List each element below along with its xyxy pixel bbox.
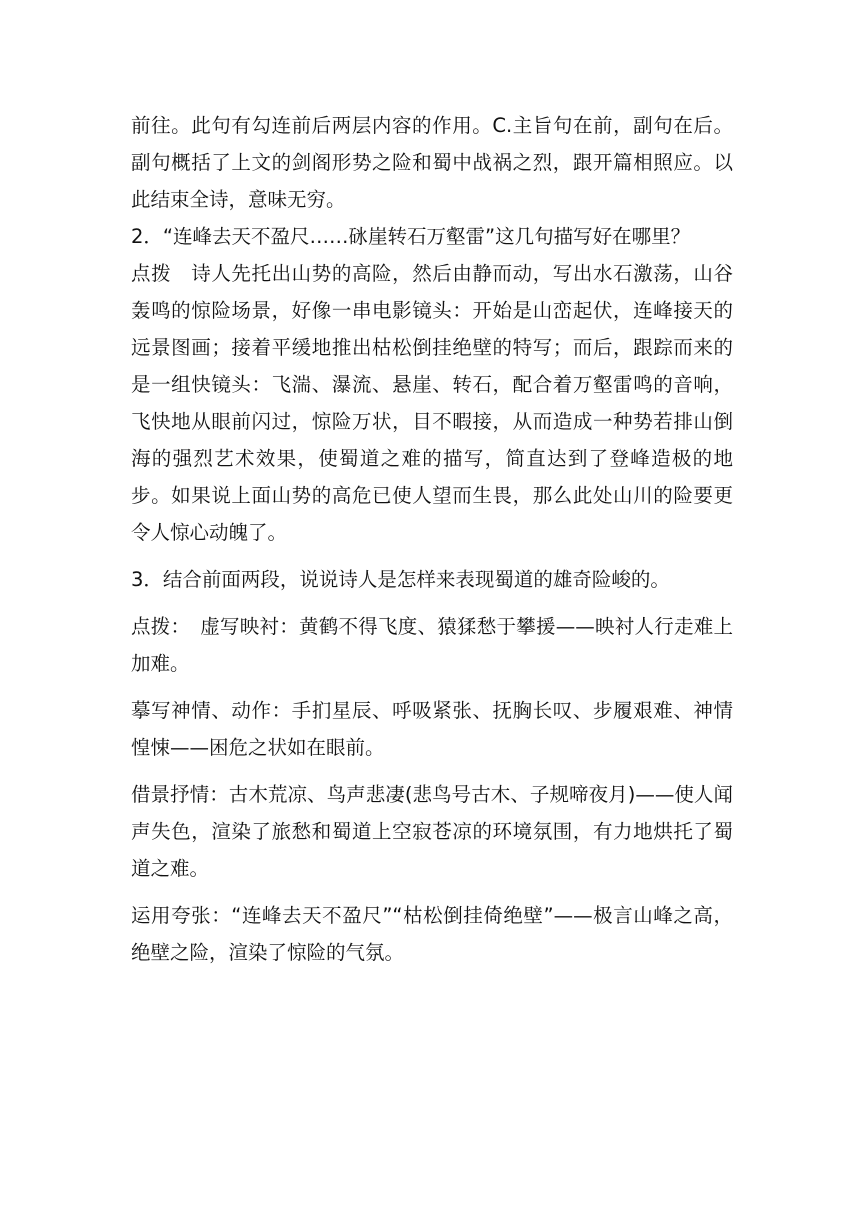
question-2: 2．“连峰去天不盈尺……砯崖转石万壑雷”这几句描写好在哪里？ xyxy=(131,225,691,248)
answer-3-exaggeration: 运用夸张：“连峰去天不盈尺”“枯松倒挂倚绝壁”——极言山峰之高，绝壁之险，渲染了惊险的气氛。 xyxy=(131,904,733,964)
answer-2: 点拨 诗人先托出山势的高险，然后由静而动，写出水石激荡，山谷轰鸣的惊险场景，好像一串电影镜头：开始是山峦起伏，连峰接天的远景图画；接着平缓地推出枯松倒挂绝壁的特写；而后，跟踪而来的是一组快镜头：飞湍、瀑流、悬崖、转石，配合着万壑雷鸣的音响，飞快地从眼前闪过，惊险万状，目不暇接，从而造成一种势若排山倒海的强烈艺术效果，使蜀道之难的描写，简直达到了登峰造极的地步。如果说上面山势的高危已使人望而生畏，那么此处山川的险要更令人惊心动魄了。 xyxy=(131,262,733,544)
answer-3-expression-action: 摹写神情、动作：手扪星辰、呼吸紧张、抚胸长叹、步履艰难、神情惶悚——困危之状如在眼前。 xyxy=(131,699,733,759)
answer-3-virtual-contrast: 点拨： 虚写映衬：黄鹤不得飞度、猿猱愁于攀援——映衬人行走难上加难。 xyxy=(131,615,733,675)
answer-3-scenery-emotion: 借景抒情：古木荒凉、鸟声悲凄(悲鸟号古木、子规啼夜月)——使人闻声失色，渲染了旅愁和蜀道上空寂苍凉的环境氛围，有力地烘托了蜀道之难。 xyxy=(131,783,733,880)
document-body xyxy=(131,107,733,971)
paragraph-conclusion: 前往。此句有勾连前后两层内容的作用。C.主旨句在前，副句在后。副句概括了上文的剑阁形势之险和蜀中战祸之烈，跟开篇相照应。以此结束全诗，意味无穷。 xyxy=(131,114,733,211)
question-3: 3．结合前面两段，说说诗人是怎样来表现蜀道的雄奇险峻的。 xyxy=(131,568,670,591)
